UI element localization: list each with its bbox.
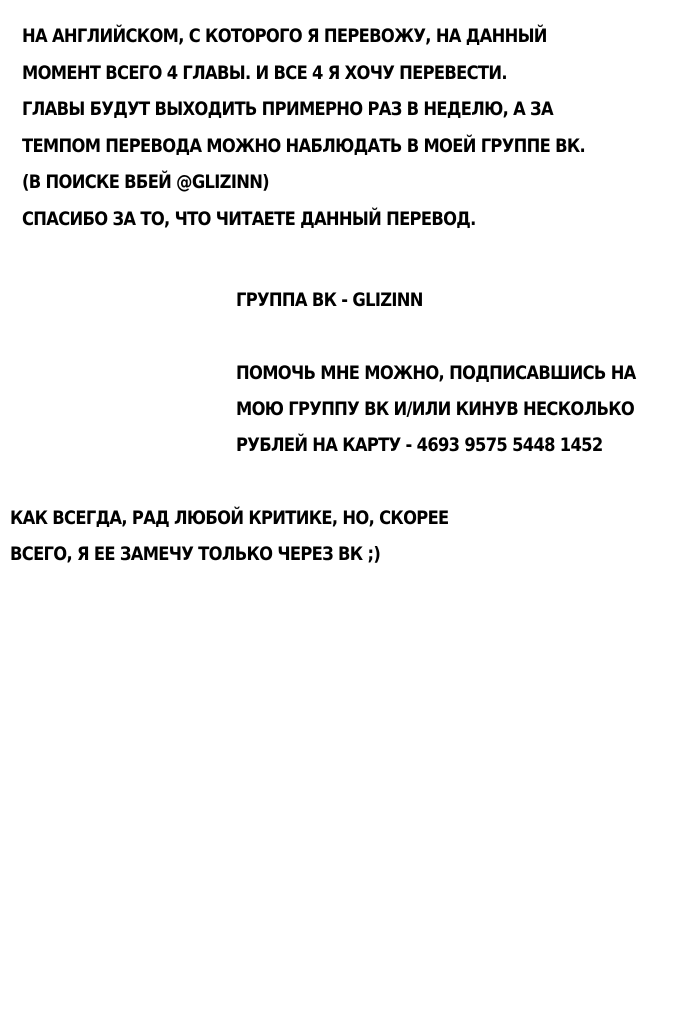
intro-line: СПАСИБО ЗА ТО, ЧТО ЧИТАЕТЕ ДАННЫЙ ПЕРЕВОД. bbox=[22, 207, 476, 230]
intro-line: НА АНГЛИЙСКОМ, С КОТОРОГО Я ПЕРЕВОЖУ, НА ДАННЫЙ bbox=[22, 25, 547, 47]
critique-line: КАК ВСЕГДА, РАД ЛЮБОЙ КРИТИКЕ, НО, СКОРЕЕ bbox=[10, 507, 449, 529]
intro-line: (В ПОИСКЕ ВБЕЙ @GLIZINN) bbox=[22, 171, 269, 193]
support-line: РУБЛЕЙ НА КАРТУ - 4693 9575 5448 1452 bbox=[236, 434, 603, 456]
intro-line: ТЕМПОМ ПЕРЕВОДА МОЖНО НАБЛЮДАТЬ В МОЕЙ ГРУППЕ ВК. bbox=[22, 134, 586, 157]
intro-paragraph bbox=[22, 18, 677, 237]
intro-line: МОМЕНТ ВСЕГО 4 ГЛАВЫ. И ВСЕ 4 Я ХОЧУ ПЕРЕВЕСТИ. bbox=[22, 61, 507, 84]
vk-group-note bbox=[236, 282, 453, 319]
support-line: МОЮ ГРУППУ ВК И/ИЛИ КИНУВ НЕСКОЛЬКО bbox=[236, 398, 635, 420]
support-paragraph bbox=[236, 355, 680, 463]
critique-line: ВСЕГО, Я ЕЕ ЗАМЕЧУ ТОЛЬКО ЧЕРЕЗ ВК ;) bbox=[10, 543, 381, 565]
support-line: ПОМОЧЬ МНЕ МОЖНО, ПОДПИСАВШИСЬ НА bbox=[236, 362, 636, 384]
intro-line: ГЛАВЫ БУДУТ ВЫХОДИТЬ ПРИМЕРНО РАЗ В НЕДЕЛЮ, А ЗА bbox=[22, 98, 553, 120]
critique-paragraph bbox=[10, 500, 520, 572]
vk-group-line: ГРУППА ВК - GLIZINN bbox=[236, 289, 423, 311]
